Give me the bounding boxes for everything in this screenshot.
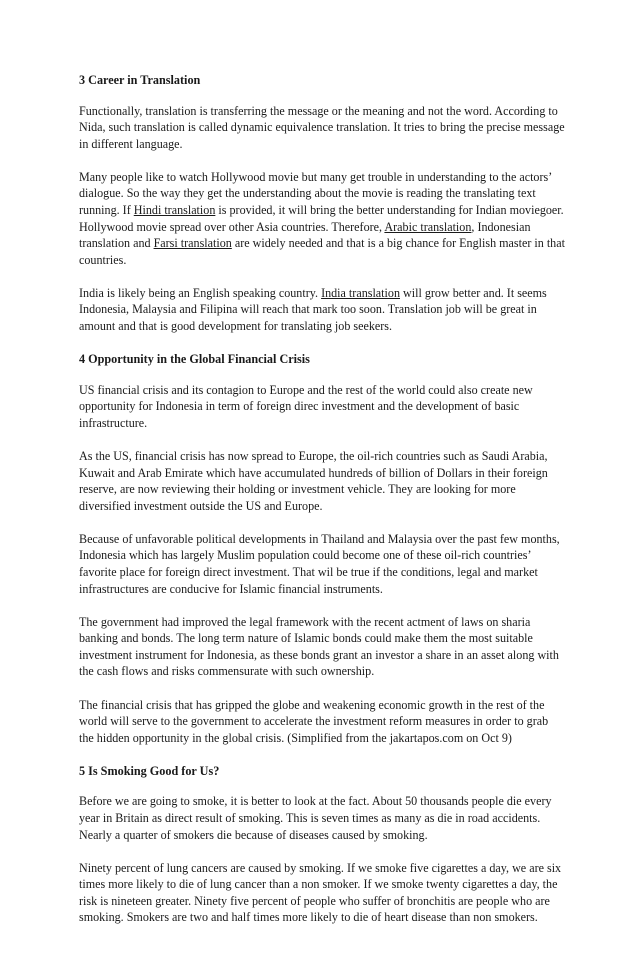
body-paragraph: Ninety percent of lung cancers are caused by smoking. If we smoke five cigarettes a day, we are six times more likely to die of lung cancer than a non smoker. If we smoke twenty cigarettes a day, the risk is nineteen greater. Ninety five percent of people who suffer of bronchitis are people who are smoking. Smokers are two and half times more likely to die of heart disease than non smokers. [79, 860, 562, 925]
body-paragraph: As the US, financial crisis has now spread to Europe, the oil-rich countries such as Saudi Arabia, Kuwait and Arab Emirate which have accumulated hundreds of billion of Dollars in their foreign reserve, are now reviewing their holding or investment vehicle. They are looking for more diversified investment outside the US and Europe. [79, 448, 548, 513]
document-page [79, 72, 565, 942]
inline-link[interactable]: Farsi translation [153, 236, 232, 251]
body-paragraph: Many people like to watch Hollywood movie but many get trouble in understanding to the actors’ dialogue. So the way they get the understanding about the movie is reading the translating text running. If Hindi translation is provided, it will bring the better understanding for Indian moviegoer. Hollywood movie spread over other Asia countries. Therefore, Arabic translation, Indonesian translation and Farsi translation are widely needed and that is a big chance for English master in that countries. [79, 169, 565, 267]
body-paragraph: Before we are going to smoke, it is better to look at the fact. About 50 thousands people die every year in Britain as direct result of smoking. This is seven times as many as die in road accidents. Nearly a quarter of smokers die because of diseases caused by smoking. [79, 794, 552, 842]
body-paragraph: US financial crisis and its contagion to Europe and the rest of the world could also create new opportunity for Indonesia in term of foreign direc investment and the development of basic infrastructure. [79, 382, 533, 430]
section-heading: 5 Is Smoking Good for Us? [79, 763, 220, 778]
body-paragraph: Functionally, translation is transferring the message or the meaning and not the word. According to Nida, such translation is called dynamic equivalence translation. It tries to bring the precise message in different language. [79, 103, 565, 151]
inline-link[interactable]: Arabic translation [384, 219, 472, 234]
section-heading: 4 Opportunity in the Global Financial Crisis [79, 352, 310, 367]
body-paragraph: The government had improved the legal framework with the recent actment of laws on sharia banking and bonds. The long term nature of Islamic bonds could make them the most suitable investment instrument for Indonesia, as these bonds grant an investor a share in an asset along with the cash flows and risks commensurate with such ownership. [79, 614, 559, 679]
body-paragraph: India is likely being an English speaking country. India translation will grow better and. It seems Indonesia, Malaysia and Filipina will reach that mark too soon. Translation job will be great in amount and that is good development for translating job seekers. [79, 285, 547, 334]
body-paragraph: Because of unfavorable political developments in Thailand and Malaysia over the past few months, Indonesia which has largely Muslim population could become one of these oil-rich countries’ favorite place for foreign direct investment. That wil be true if the conditions, legal and market infrastructures are conducive for Islamic financial instruments. [79, 531, 560, 596]
section-heading: 3 Career in Translation [79, 73, 201, 87]
inline-link[interactable]: India translation [321, 285, 400, 300]
body-paragraph: The financial crisis that has gripped the globe and weakening economic growth in the rest of the world will serve to the government to accelerate the investment reform measures in order to grab the hidden opportunity in the global crisis. (Simplified from the jakartapos.com on Oct 9) [79, 697, 549, 745]
inline-link[interactable]: Hindi translation [133, 202, 216, 217]
